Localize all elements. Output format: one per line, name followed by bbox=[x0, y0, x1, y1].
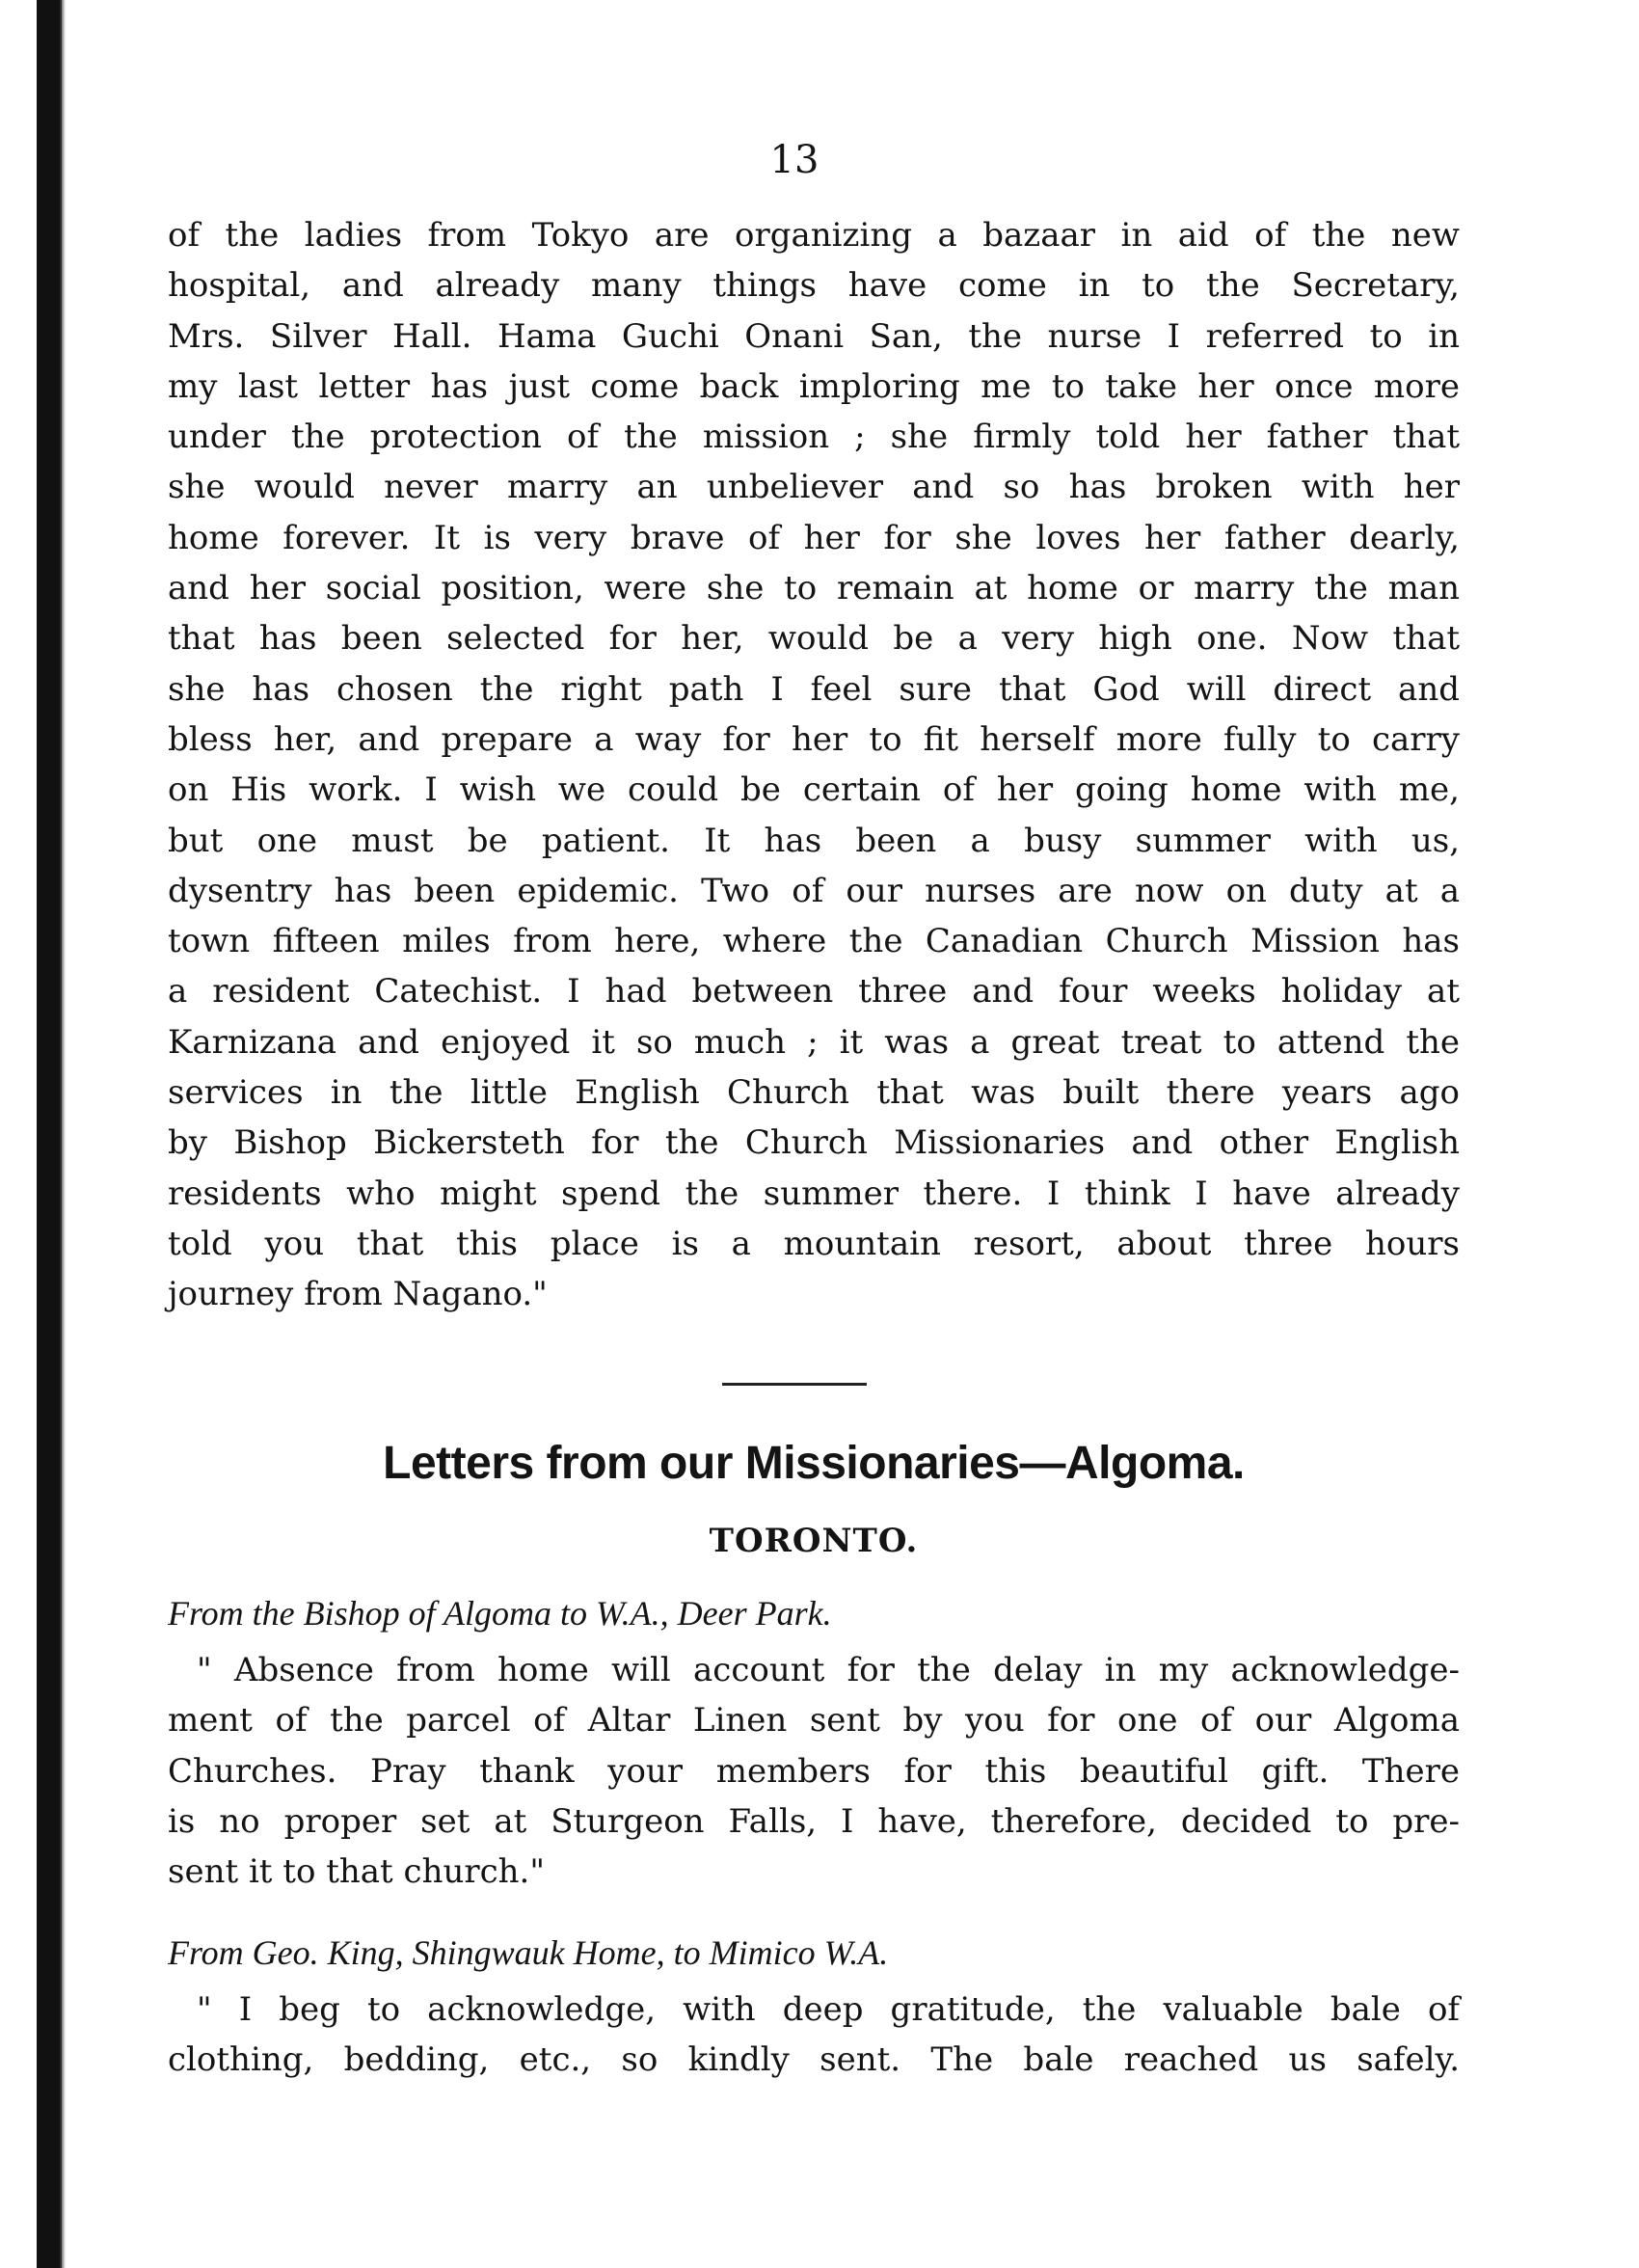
letter-attribution: From the Bishop of Algoma to W.A., Deer Park. bbox=[168, 1594, 832, 1633]
body-line: of the ladies from Tokyo are organizing a bazaar in aid of the new bbox=[168, 216, 1460, 255]
body-line: home forever. It is very brave of her for she loves her father dearly, bbox=[168, 518, 1460, 557]
body-paragraph bbox=[168, 210, 1460, 1320]
letter-line: is no proper set at Sturgeon Falls, I have, therefore, decided to pre- bbox=[168, 1801, 1460, 1841]
letter-line: " Absence from home will account for the delay in my acknowledge- bbox=[197, 1651, 1460, 1689]
body-line: a resident Catechist. I had between three and four weeks holiday at bbox=[168, 972, 1460, 1012]
binding-edge bbox=[37, 0, 62, 2268]
letter-quote bbox=[168, 1645, 1460, 1897]
letter-line: ment of the parcel of Altar Linen sent by you for one of our Algoma bbox=[168, 1701, 1460, 1741]
letter-line: Churches. Pray thank your members for this beautiful gift. There bbox=[168, 1751, 1460, 1791]
body-line: bless her, and prepare a way for her to fit herself more fully to carry bbox=[168, 719, 1460, 759]
letter-line: " I beg to acknowledge, with deep gratitude, the valuable bale of bbox=[197, 1990, 1460, 2029]
body-line: and her social position, were she to remain at home or marry the man bbox=[168, 569, 1460, 608]
body-line: that has been selected for her, would be a very high one. Now that bbox=[168, 619, 1460, 659]
letter-bishop-of-algoma bbox=[168, 1591, 1460, 1897]
letter-line: sent it to that church." bbox=[168, 1852, 545, 1892]
letter-attribution: From Geo. King, Shingwauk Home, to Mimico W.A. bbox=[168, 1933, 889, 1972]
body-line: Mrs. Silver Hall. Hama Guchi Onani San, the nurse I referred to in bbox=[168, 316, 1460, 356]
body-line: services in the little English Church that was built there years ago bbox=[168, 1073, 1460, 1113]
body-line: told you that this place is a mountain resort, about three hours bbox=[168, 1224, 1460, 1263]
body-line: she has chosen the right path I feel sure that God will direct and bbox=[168, 669, 1460, 709]
body-line: on His work. I wish we could be certain of her going home with me, bbox=[168, 770, 1460, 810]
body-line: Karnizana and enjoyed it so much ; it was a great treat to attend the bbox=[168, 1022, 1460, 1062]
body-line: but one must be patient. It has been a busy summer with us, bbox=[168, 821, 1460, 860]
body-line: by Bishop Bickersteth for the Church Missionaries and other English bbox=[168, 1123, 1460, 1163]
page-number: 13 bbox=[769, 138, 820, 182]
body-line: dysentry has been epidemic. Two of our nurses are now on duty at a bbox=[168, 871, 1460, 910]
letter-quote bbox=[168, 1984, 1460, 2086]
body-line: she would never marry an unbeliever and so has broken with her bbox=[168, 468, 1460, 507]
section-heading: Letters from our Missionaries—Algoma. bbox=[383, 1438, 1245, 1489]
body-line: town fifteen miles from here, where the Canadian Church Mission has bbox=[168, 922, 1460, 961]
letter-line: clothing, bedding, etc., so kindly sent. The bale reached us safely. bbox=[168, 2040, 1460, 2080]
section-divider bbox=[722, 1383, 867, 1386]
body-line: residents who might spend the summer there. I think I have already bbox=[168, 1174, 1460, 1213]
body-line: under the protection of the mission ; she firmly told her father that bbox=[168, 418, 1460, 457]
body-line: my last letter has just come back imploring me to take her once more bbox=[168, 366, 1460, 406]
body-line: hospital, and already many things have come in to the Secretary, bbox=[168, 266, 1460, 306]
body-line: journey from Nagano." bbox=[168, 1275, 548, 1314]
letter-geo-king bbox=[168, 1930, 1460, 2086]
section-subheading: TORONTO. bbox=[709, 1522, 919, 1560]
